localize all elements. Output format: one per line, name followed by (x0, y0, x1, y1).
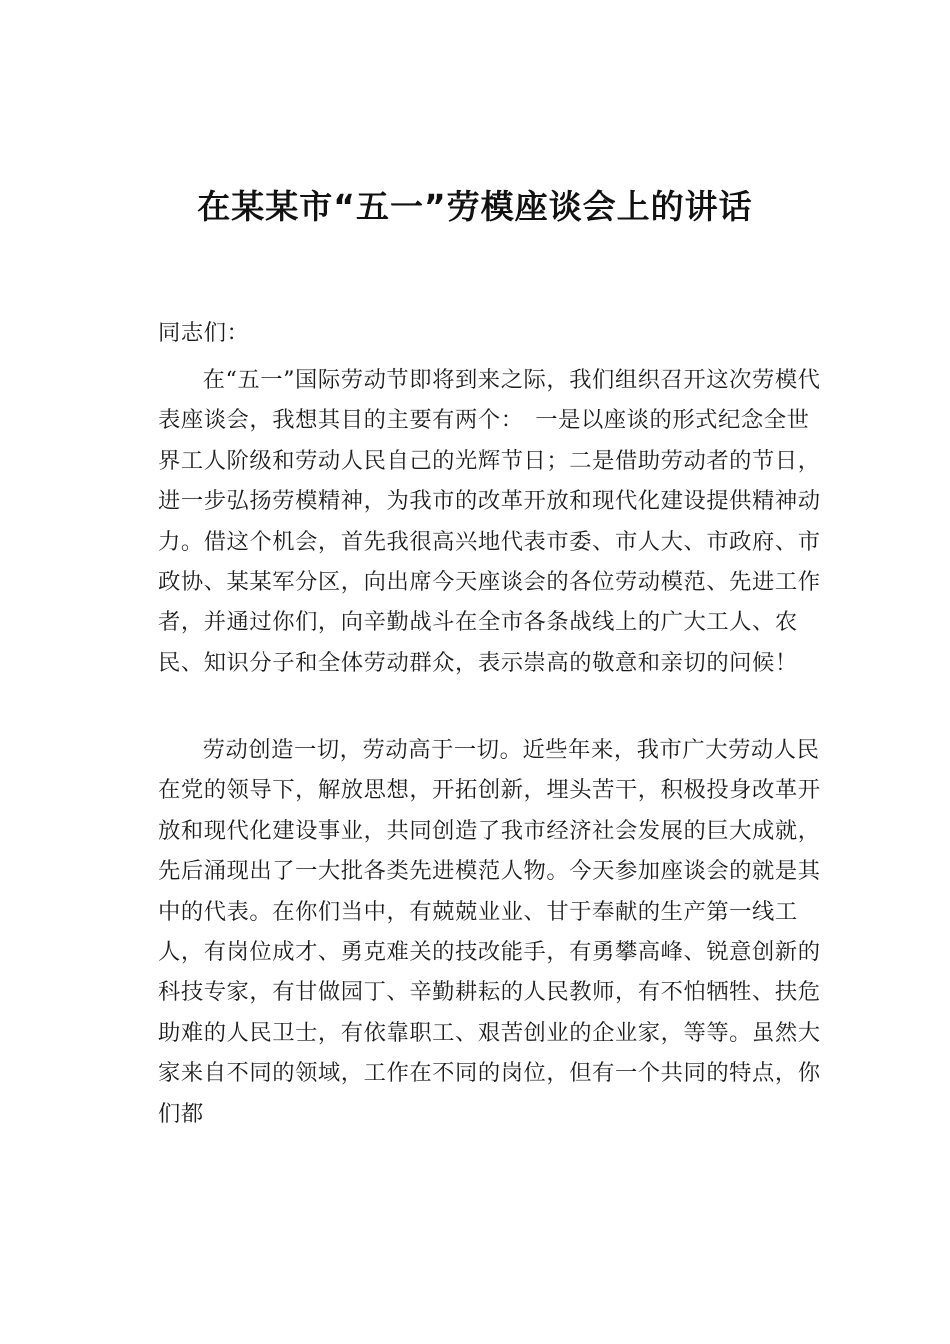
paragraph-2: 劳动创造一切，劳动高于一切。近些年来，我市广大劳动人民在党的领导下，解放思想，开拓创新，埋头苦干，积极投身改革开放和现代化建设事业，共同创造了我市经济社会发展的巨大成就，先后涌现出了一大批各类先进模范人物。今天参加座谈会的就是其中的代表。在你们当中，有兢兢业业、甘于奉献的生产第一线工人，有岗位成才、勇克难关的技改能手，有勇攀高峰、锐意创新的科技专家，有甘做园丁、辛勤耕耘的人民教师，有不怕牺牲、扶危助难的人民卫士，有依靠职工、艰苦创业的企业家，等等。虽然大家来自不同的领域，工作在不同的岗位，但有一个共同的特点，你们都 (158, 737, 821, 1127)
paragraph-1: 在“五一”国际劳动节即将到来之际，我们组织召开这次劳模代表座谈会，我想其目的主要有两个： 一是以座谈的形式纪念全世界工人阶级和劳动人民自己的光辉节日；二是借助劳动者的节日，进一步弘扬劳模精神，为我市的改革开放和现代化建设提供精神动力。借这个机会，首先我很高兴地代表市委、市人大、市政府、市政协、某某军分区，向出席今天座谈会的各位劳动模范、先进工作者，并通过你们，向辛勤战斗在全市各条战线上的广大工人、农民、知识分子和全体劳动群众，表示崇高的敬意和亲切的问候！ (158, 367, 821, 676)
salutation: 同志们： (158, 320, 250, 346)
document-title: 在某某市“五一”劳模座谈会上的讲话 (197, 187, 753, 226)
